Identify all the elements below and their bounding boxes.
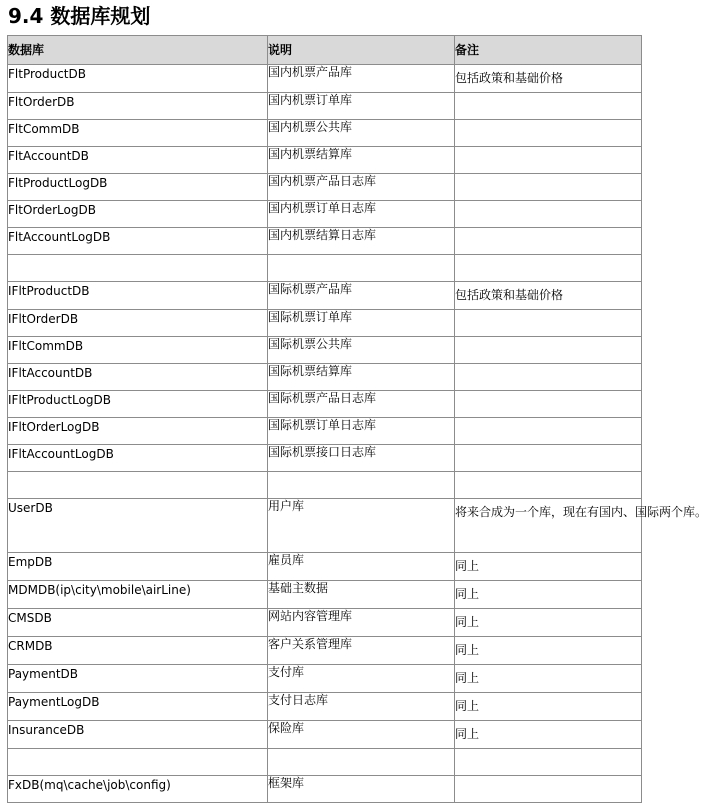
description-cell xyxy=(268,665,455,693)
description-cell xyxy=(268,65,455,93)
table-row xyxy=(8,364,642,391)
description-cell xyxy=(268,749,455,776)
description-text: 网站内容管理库 xyxy=(268,609,353,623)
remark-cell: 同上 xyxy=(455,553,642,581)
remark-cell xyxy=(455,749,642,776)
section-heading: 9.4 数据库规划 xyxy=(8,4,151,28)
description-text: 支付日志库 xyxy=(268,693,329,707)
remark-cell xyxy=(455,120,642,147)
description-cell xyxy=(268,201,455,228)
table-row xyxy=(8,472,642,499)
table-row xyxy=(8,201,642,228)
description-text: 国际机票订单库 xyxy=(268,310,353,324)
database-name-cell: PaymentDB xyxy=(8,665,268,693)
remark-cell: 同上 xyxy=(455,581,642,609)
table-row xyxy=(8,391,642,418)
description-cell xyxy=(268,445,455,472)
description-text: 保险库 xyxy=(268,721,305,735)
description-cell xyxy=(268,337,455,364)
database-name-cell: IFltCommDB xyxy=(8,337,268,364)
description-text: 国内机票公共库 xyxy=(268,120,353,134)
table-row xyxy=(8,255,642,282)
database-name-cell: FltAccountDB xyxy=(8,147,268,174)
description-text: 支付库 xyxy=(268,665,305,679)
table-row xyxy=(8,120,642,147)
remark-cell: 同上 xyxy=(455,693,642,721)
table-row xyxy=(8,445,642,472)
table-row xyxy=(8,693,642,721)
description-cell xyxy=(268,255,455,282)
description-text: 国际机票产品库 xyxy=(268,282,353,296)
remark-cell xyxy=(455,364,642,391)
database-name-cell: IFltAccountDB xyxy=(8,364,268,391)
database-name-cell: InsuranceDB xyxy=(8,721,268,749)
description-text: 国内机票产品日志库 xyxy=(268,174,377,188)
description-text: 国际机票产品日志库 xyxy=(268,391,377,405)
description-text: 国际机票订单日志库 xyxy=(268,418,377,432)
description-cell xyxy=(268,553,455,581)
description-text: 国际机票公共库 xyxy=(268,337,353,351)
database-name-cell xyxy=(8,472,268,499)
table-row xyxy=(8,499,642,553)
description-text xyxy=(268,255,454,258)
remark-cell xyxy=(455,228,642,255)
description-cell xyxy=(268,721,455,749)
database-name-cell: FxDB(mq\cache\job\config) xyxy=(8,776,268,803)
description-text: 国际机票接口日志库 xyxy=(268,445,377,459)
database-name-cell: FltOrderLogDB xyxy=(8,201,268,228)
table-row xyxy=(8,93,642,120)
remark-cell: 同上 xyxy=(455,665,642,693)
header-database: 数据库 xyxy=(8,36,268,65)
description-cell xyxy=(268,499,455,553)
description-cell xyxy=(268,147,455,174)
table-row xyxy=(8,310,642,337)
description-cell xyxy=(268,282,455,310)
description-cell xyxy=(268,364,455,391)
table-row xyxy=(8,337,642,364)
remark-cell xyxy=(455,337,642,364)
description-text xyxy=(268,472,454,475)
header-remark: 备注 xyxy=(455,36,642,65)
description-text: 国际机票结算库 xyxy=(268,364,353,378)
remark-cell: 同上 xyxy=(455,721,642,749)
remark-cell xyxy=(455,201,642,228)
database-name-cell: MDMDB(ip\city\mobile\airLine) xyxy=(8,581,268,609)
table-row xyxy=(8,721,642,749)
database-name-cell: IFltProductLogDB xyxy=(8,391,268,418)
description-text: 基础主数据 xyxy=(268,581,329,595)
description-text xyxy=(268,749,454,752)
remark-cell xyxy=(455,93,642,120)
description-cell xyxy=(268,174,455,201)
table-row xyxy=(8,553,642,581)
remark-cell: 包括政策和基础价格 xyxy=(455,282,642,310)
table-row xyxy=(8,147,642,174)
header-description: 说明 xyxy=(268,36,455,65)
table-row xyxy=(8,174,642,201)
description-text: 国内机票订单库 xyxy=(268,93,353,107)
remark-cell xyxy=(455,445,642,472)
database-name-cell: FltProductDB xyxy=(8,65,268,93)
description-text: 国内机票订单日志库 xyxy=(268,201,377,215)
table-body xyxy=(8,65,707,803)
remark-cell: 包括政策和基础价格 xyxy=(455,65,642,93)
description-text: 国内机票结算日志库 xyxy=(268,228,377,242)
description-cell xyxy=(268,418,455,445)
table-row xyxy=(8,581,642,609)
description-text: 国内机票结算库 xyxy=(268,147,353,161)
table-row xyxy=(8,665,642,693)
description-text: 客户关系管理库 xyxy=(268,637,353,651)
database-name-cell xyxy=(8,749,268,776)
remark-cell xyxy=(455,776,642,803)
remark-cell xyxy=(455,255,642,282)
description-cell xyxy=(268,310,455,337)
description-cell xyxy=(268,693,455,721)
remark-cell: 同上 xyxy=(455,609,642,637)
database-plan-table xyxy=(7,35,707,803)
description-cell xyxy=(268,93,455,120)
description-cell xyxy=(268,581,455,609)
description-cell xyxy=(268,609,455,637)
description-text: 国内机票产品库 xyxy=(268,65,353,79)
remark-cell: 将来合成为一个库，现在有国内、国际两个库。 xyxy=(455,499,642,553)
table-row xyxy=(8,749,642,776)
database-name-cell: IFltOrderLogDB xyxy=(8,418,268,445)
database-name-cell: CMSDB xyxy=(8,609,268,637)
description-cell xyxy=(268,391,455,418)
description-cell xyxy=(268,637,455,665)
table-row xyxy=(8,282,642,310)
table-row xyxy=(8,637,642,665)
remark-cell xyxy=(455,391,642,418)
database-name-cell: FltOrderDB xyxy=(8,93,268,120)
table-header-row xyxy=(8,36,642,65)
database-name-cell: EmpDB xyxy=(8,553,268,581)
remark-cell xyxy=(455,310,642,337)
description-cell xyxy=(268,120,455,147)
database-name-cell: FltAccountLogDB xyxy=(8,228,268,255)
description-cell xyxy=(268,228,455,255)
database-name-cell: IFltAccountLogDB xyxy=(8,445,268,472)
remark-cell xyxy=(455,174,642,201)
table-row xyxy=(8,228,642,255)
database-name-cell: FltCommDB xyxy=(8,120,268,147)
table-row xyxy=(8,418,642,445)
description-text: 框架库 xyxy=(268,776,305,790)
database-name-cell: IFltOrderDB xyxy=(8,310,268,337)
remark-cell xyxy=(455,418,642,445)
table-row xyxy=(8,776,642,803)
table-row xyxy=(8,609,642,637)
description-text: 用户库 xyxy=(268,499,305,513)
database-name-cell: IFltProductDB xyxy=(8,282,268,310)
database-name-cell: PaymentLogDB xyxy=(8,693,268,721)
remark-cell xyxy=(455,147,642,174)
description-cell xyxy=(268,472,455,499)
remark-cell xyxy=(455,472,642,499)
database-name-cell: CRMDB xyxy=(8,637,268,665)
database-name-cell: FltProductLogDB xyxy=(8,174,268,201)
description-cell xyxy=(268,776,455,803)
table-row xyxy=(8,65,642,93)
remark-cell: 同上 xyxy=(455,637,642,665)
database-name-cell xyxy=(8,255,268,282)
description-text: 雇员库 xyxy=(268,553,305,567)
database-name-cell: UserDB xyxy=(8,499,268,553)
